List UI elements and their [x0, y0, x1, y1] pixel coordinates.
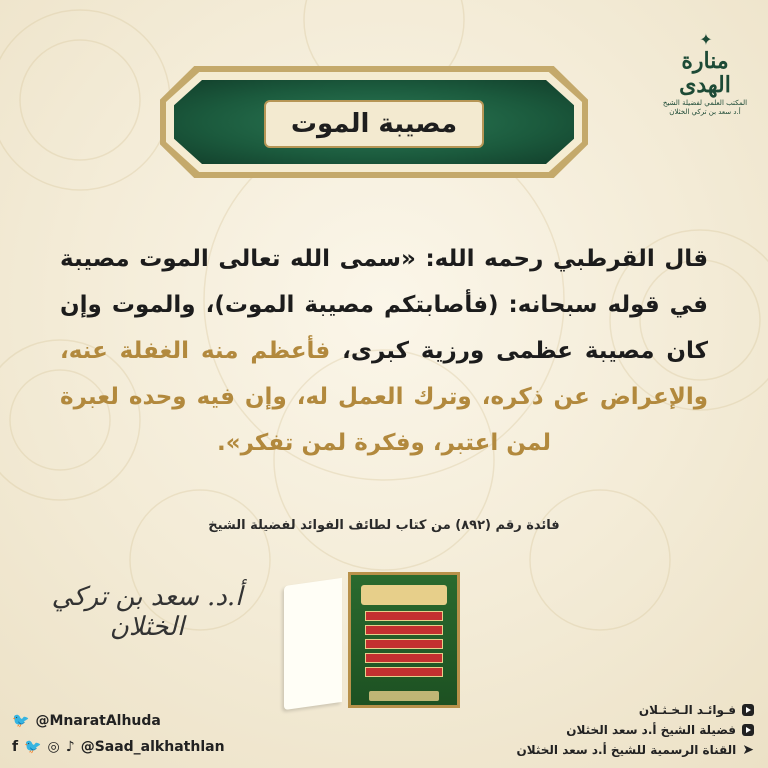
social-handle[interactable]: @Saad_alkhathlan [80, 739, 225, 755]
footer-channels [517, 700, 755, 760]
quote-part-2: فأعظم منه الغفلة عنه، والإعراض عن ذكره، وترك العمل له، وإن فيه وحده لعبرة لمن اعتبر، وفكرة لمن تفكر». [60, 338, 708, 456]
book-image [334, 572, 460, 708]
author-signature: أ.د. سعد بن تركي الخثلان [51, 582, 243, 642]
tiktok-icon[interactable]: ♪ [65, 739, 75, 755]
facebook-icon[interactable]: f [12, 739, 19, 755]
youtube-icon [742, 724, 754, 736]
youtube-channel-1[interactable]: فـوائـد الـخـثـلان [638, 703, 736, 717]
book-pages [284, 578, 342, 710]
telegram-channel[interactable]: القناة الرسمية للشيخ أ.د سعد الخثلان [516, 743, 737, 757]
youtube-icon [742, 704, 754, 716]
logo-name: منارة الهدى [679, 48, 731, 99]
source-note: فائدة رقم (٨٩٢) من كتاب لطائف الفوائد لفضيلة الشيخ [208, 518, 560, 533]
minaret-icon: ✦ [699, 30, 711, 49]
telegram-icon: ➤ [742, 742, 754, 758]
footer-social-left [12, 708, 225, 760]
book-cover [348, 572, 460, 708]
twitter-icon: 🐦 [12, 713, 30, 729]
logo-subtitle: المكتب العلمي لفضيلة الشيخ أ.د سعد بن تركي الخثلان [662, 99, 748, 116]
youtube-channel-2[interactable]: فضيلة الشيخ أ.د سعد الخثلان [566, 723, 736, 737]
telegram-line[interactable] [517, 740, 755, 760]
page-title: مصيبة الموت [290, 109, 458, 139]
instagram-icon[interactable]: ◎ [47, 739, 60, 755]
youtube-line-2[interactable] [517, 720, 755, 740]
twitter-handle[interactable]: @MnaratAlhuda [35, 713, 161, 729]
title-box [264, 100, 484, 148]
quote-part-1: قال القرطبي رحمه الله: «سمى الله تعالى الموت مصيبة في قوله سبحانه: (فأصابتكم مصيبة الموت)، والموت وإن كان مصيبة عظمى ورزية كبرى، [60, 246, 708, 364]
brand-logo [660, 30, 750, 116]
quote-text [60, 236, 708, 466]
youtube-line-1[interactable] [517, 700, 755, 720]
twitter-icon[interactable]: 🐦 [24, 739, 42, 755]
twitter-line[interactable] [12, 708, 225, 734]
title-banner [160, 66, 588, 178]
social-line[interactable] [12, 734, 225, 760]
